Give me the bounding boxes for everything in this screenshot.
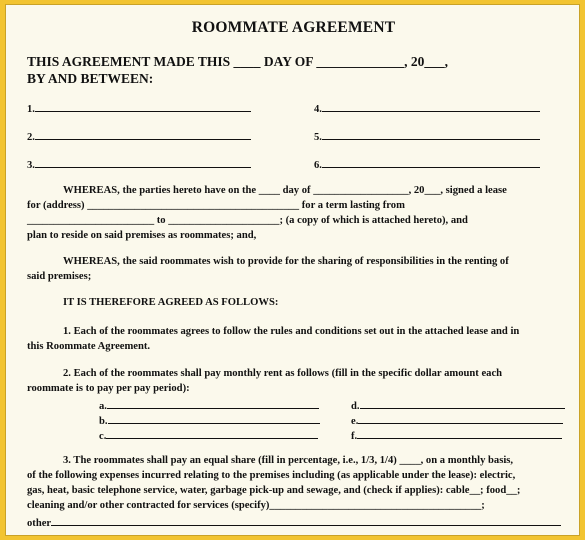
party-blank[interactable] bbox=[322, 157, 540, 168]
rent-letter: c. bbox=[99, 431, 107, 442]
party-blank[interactable] bbox=[322, 129, 540, 140]
clause3-line-5[interactable] bbox=[27, 515, 561, 529]
whereas1-line-4: plan to reside on said premises as roommates; and, bbox=[27, 230, 257, 241]
whereas1-line-1: WHEREAS, the parties hereto have on the ____ day of __________________, 20___, signed a lease bbox=[63, 185, 507, 196]
rent-blank[interactable] bbox=[106, 428, 318, 439]
clause3-line-4: cleaning and/or other contracted for services (specify)________________________________________; bbox=[27, 500, 485, 511]
rent-line-a[interactable] bbox=[99, 398, 319, 412]
party-blank[interactable] bbox=[35, 157, 251, 168]
party-blank[interactable] bbox=[322, 101, 540, 112]
clause3-line-2: of the following expenses incurred relating to the premises including (as applicable under the lease): electric, bbox=[27, 470, 516, 481]
party-number: 5. bbox=[314, 132, 322, 143]
rent-blank[interactable] bbox=[358, 413, 563, 424]
party-line-3[interactable] bbox=[27, 157, 251, 171]
rent-line-d[interactable] bbox=[351, 398, 565, 412]
party-line-4[interactable] bbox=[314, 101, 540, 115]
clause3-line-3: gas, heat, basic telephone service, water, garbage pick-up and sewage, and (check if applies): cable__; food__; bbox=[27, 485, 521, 496]
whereas2-line-2: said premises; bbox=[27, 271, 92, 282]
clause1-line-2: this Roommate Agreement. bbox=[27, 341, 151, 352]
party-number: 1. bbox=[27, 104, 35, 115]
party-number: 2. bbox=[27, 132, 35, 143]
whereas2-line-1: WHEREAS, the said roommates wish to provide for the sharing of responsibilities in the renting of bbox=[63, 256, 509, 267]
rent-blank[interactable] bbox=[357, 428, 562, 439]
rent-blank[interactable] bbox=[107, 398, 319, 409]
party-line-6[interactable] bbox=[314, 157, 540, 171]
clause2-line-2: roommate is to pay per pay period): bbox=[27, 383, 190, 394]
party-blank[interactable] bbox=[35, 129, 251, 140]
rent-blank[interactable] bbox=[108, 413, 320, 424]
other-blank[interactable] bbox=[51, 515, 561, 526]
rent-blank[interactable] bbox=[360, 398, 565, 409]
rent-letter: b. bbox=[99, 416, 108, 427]
party-number: 6. bbox=[314, 160, 322, 171]
rent-line-f[interactable] bbox=[351, 428, 562, 442]
party-number: 3. bbox=[27, 160, 35, 171]
rent-line-c[interactable] bbox=[99, 428, 318, 442]
whereas1-line-2: for (address) ________________________________________ for a term lasting from bbox=[27, 200, 405, 211]
party-line-1[interactable] bbox=[27, 101, 251, 115]
intro-line-date: THIS AGREEMENT MADE THIS ____ DAY OF _____________, 20___, bbox=[27, 54, 449, 69]
agreed-heading: IT IS THEREFORE AGREED AS FOLLOWS: bbox=[63, 297, 279, 308]
whereas1-line-3: ________________________ to _____________________; (a copy of which is attached hereto), and bbox=[27, 215, 468, 226]
rent-letter: a. bbox=[99, 401, 107, 412]
rent-line-b[interactable] bbox=[99, 413, 320, 427]
other-label: other bbox=[27, 518, 52, 529]
clause1-line-1: 1. Each of the roommates agrees to follow the rules and conditions set out in the attached lease and in bbox=[63, 326, 520, 337]
rent-letter: e. bbox=[351, 416, 359, 427]
party-line-5[interactable] bbox=[314, 129, 540, 143]
party-number: 4. bbox=[314, 104, 322, 115]
party-line-2[interactable] bbox=[27, 129, 251, 143]
document-page bbox=[5, 4, 580, 536]
rent-letter: d. bbox=[351, 401, 360, 412]
rent-letter: f. bbox=[351, 431, 358, 442]
intro-line-between: BY AND BETWEEN: bbox=[27, 71, 154, 86]
rent-line-e[interactable] bbox=[351, 413, 563, 427]
party-blank[interactable] bbox=[35, 101, 251, 112]
document-title: ROOMMATE AGREEMENT bbox=[191, 19, 396, 36]
clause2-line-1: 2. Each of the roommates shall pay monthly rent as follows (fill in the specific dollar amount each bbox=[63, 368, 503, 379]
clause3-line-1: 3. The roommates shall pay an equal share (fill in percentage, i.e., 1/3, 1/4) ____, on a monthly basis, bbox=[63, 455, 514, 466]
